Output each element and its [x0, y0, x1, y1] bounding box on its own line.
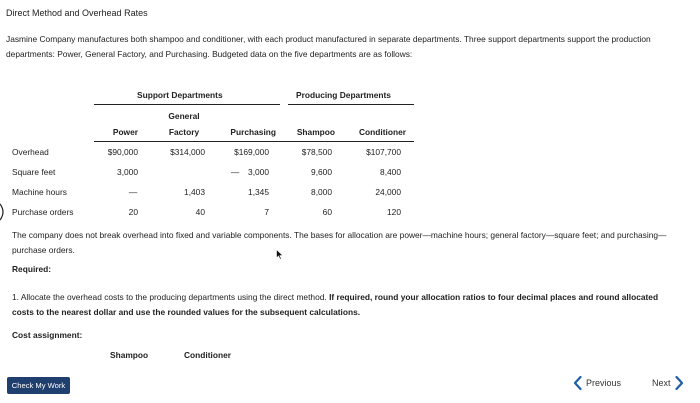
machine-hours-conditioner: 24,000	[375, 187, 401, 197]
col-header-power: Power	[112, 127, 138, 137]
overhead-general: $314,000	[170, 147, 205, 157]
col-header-shampoo: Shampoo	[296, 127, 335, 137]
question-1-prefix: 1. Allocate the overhead costs to the producing departments using the direct method.	[12, 292, 330, 302]
overhead-power: $90,000	[107, 147, 138, 157]
cost-assignment-label: Cost assignment:	[12, 330, 83, 340]
previous-label: Previous	[586, 378, 622, 388]
square-feet-purchasing: 3,000	[248, 167, 269, 177]
question-1-rounding-instructions: If required, round your allocation ratios to four decimal places and round allocated costs to the nearest dollar and use the rounded values for the subsequent calculations.	[12, 292, 659, 317]
col-header-purchasing: Purchasing	[230, 127, 276, 137]
required-label: Required:	[12, 264, 52, 274]
chevron-left-icon	[573, 376, 582, 390]
allocation-note: The company does not break overhead into fixed and variable components. The bases for allocation are power—machine hours; general factory—square feet; and purchasing—purchase orders.	[12, 230, 667, 255]
overhead-purchasing: $169,000	[234, 147, 269, 157]
producing-departments-underline	[288, 104, 414, 105]
machine-hours-shampoo: 8,000	[311, 187, 332, 197]
machine-hours-purchasing: 1,345	[248, 187, 269, 197]
machine-hours-general: 1,403	[184, 187, 205, 197]
square-feet-shampoo: 9,600	[311, 167, 332, 177]
col-header-general-1: General	[168, 111, 200, 121]
producing-departments-header: Producing Departments	[296, 90, 391, 100]
support-departments-underline	[94, 104, 280, 105]
row-label-square-feet: Square feet	[12, 167, 56, 177]
purchase-orders-power: 20	[128, 207, 138, 217]
check-my-work-button[interactable]: Check My Work	[7, 377, 70, 394]
question-1	[12, 290, 682, 320]
page-title: Direct Method and Overhead Rates	[6, 8, 148, 18]
answer-col-shampoo: Shampoo	[110, 350, 149, 360]
header-rule	[94, 141, 414, 142]
square-feet-conditioner: 8,400	[380, 167, 401, 177]
intro-text: Jasmine Company manufactures both shampoo and conditioner, with each product manufactured in separate departments. Three support departments support the production departments: Power, General Factory, and Purchasing. Budgeted data on the five departments are as follows:	[6, 34, 651, 59]
mouse-cursor-icon	[276, 249, 284, 260]
next-label: Next	[652, 378, 671, 388]
previous-button[interactable]	[573, 376, 621, 390]
square-feet-general: —	[230, 167, 240, 177]
row-label-overhead: Overhead	[12, 147, 49, 157]
purchase-orders-conditioner: 120	[387, 207, 401, 217]
chevron-right-icon	[675, 376, 684, 390]
purchase-orders-purchasing: 7	[264, 207, 269, 217]
overhead-conditioner: $107,700	[366, 147, 401, 157]
purchase-orders-general: 40	[195, 207, 205, 217]
overhead-shampoo: $78,500	[301, 147, 332, 157]
col-header-conditioner: Conditioner	[359, 127, 406, 137]
col-header-general-2: Factory	[168, 127, 200, 137]
purchase-orders-shampoo: 60	[322, 207, 332, 217]
square-feet-power: 3,000	[117, 167, 138, 177]
answer-col-conditioner: Conditioner	[184, 350, 231, 360]
machine-hours-power: —	[128, 187, 138, 197]
support-departments-header: Support Departments	[137, 90, 223, 100]
next-button[interactable]	[652, 376, 684, 390]
row-label-machine-hours: Machine hours	[12, 187, 67, 197]
row-marker-bracket	[0, 203, 6, 221]
row-label-purchase-orders: Purchase orders	[12, 207, 74, 217]
